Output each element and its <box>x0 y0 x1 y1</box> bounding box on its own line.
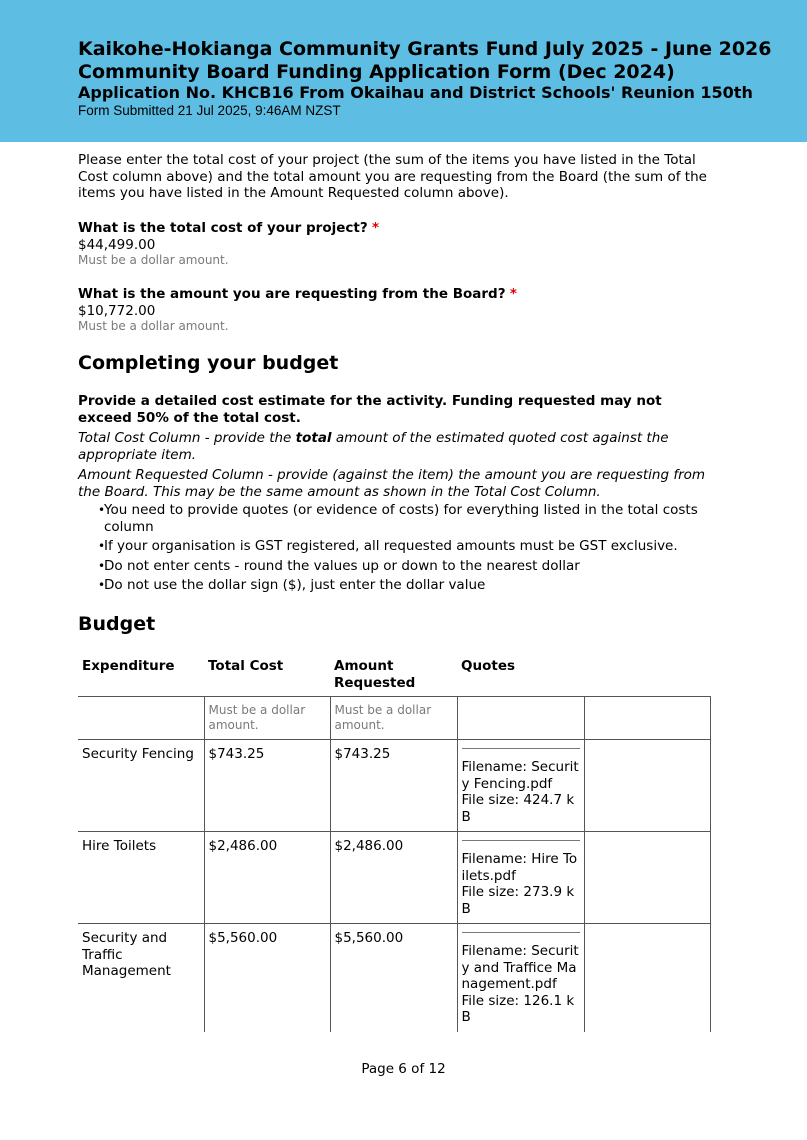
application-number: Application No. KHCB16 From Okaihau and District Schools' Reunion 150th <box>78 83 753 102</box>
list-item: • If your organisation is GST registered, all requested amounts must be GST exclusive. <box>78 538 708 555</box>
submission-timestamp: Form Submitted 21 Jul 2025, 9:46AM NZST <box>78 103 341 118</box>
hint-cell <box>457 697 584 740</box>
quote-file-cell <box>457 740 584 832</box>
budget-heading: Budget <box>78 613 156 635</box>
empty-cell <box>584 740 710 832</box>
field-value: $10,772.00 <box>78 302 156 319</box>
grant-fund-title: Kaikohe-Hokianga Community Grants Fund July 2025 - June 2026 <box>78 38 772 60</box>
amount-requested-cell: $5,560.00 <box>330 924 457 1032</box>
amount-requested-cell: $2,486.00 <box>330 832 457 924</box>
attached-file[interactable] <box>462 932 580 1026</box>
form-title: Community Board Funding Application Form (Dec 2024) <box>78 61 675 83</box>
budget-table <box>78 655 711 1032</box>
attached-file[interactable] <box>462 748 580 825</box>
instruction-text: Provide a detailed cost estimate for the activity. Funding requested may not exceed 50% of the total cost. <box>78 393 662 426</box>
file-size: File size: 424.7 kB <box>461 792 575 825</box>
budget-rules-list <box>78 502 708 594</box>
amount-requested-hint: Must be a dollar amount. <box>330 697 457 740</box>
completing-budget-heading: Completing your budget <box>78 352 339 374</box>
file-size: File size: 273.9 kB <box>461 884 575 917</box>
amount-requested-field <box>78 286 517 334</box>
total-cost-field <box>78 220 379 268</box>
intro-text: Please enter the total cost of your project (the sum of the items you have listed in the Total Cost column above) and the total amount you are requesting from the Board (the sum of the items you have listed in the Amount Requested column above). <box>78 152 707 201</box>
budget-instructions <box>78 393 708 594</box>
empty-cell <box>584 924 710 1032</box>
list-item: • Do not use the dollar sign ($), just enter the dollar value <box>78 577 708 594</box>
file-size: File size: 126.1 kB <box>461 992 575 1025</box>
list-item: • You need to provide quotes (or evidence of costs) for everything listed in the total costs column <box>78 502 708 535</box>
guidance-emphasis: total <box>295 430 332 446</box>
guidance-text: amount of the estimated quoted cost against the appropriate item. <box>78 430 669 463</box>
quote-file-cell <box>457 832 584 924</box>
field-hint: Must be a dollar amount. <box>78 319 229 333</box>
page-number: Page 6 of 12 <box>361 1061 446 1077</box>
required-mark: * <box>509 286 517 302</box>
file-name: Filename: Security Fencing.pdf <box>461 759 579 792</box>
total-cost-hint: Must be a dollar amount. <box>204 697 330 740</box>
list-item: • Do not enter cents - round the values up or down to the nearest dollar <box>78 558 708 575</box>
empty-cell <box>584 832 710 924</box>
expenditure-cell: Security Fencing <box>78 740 204 832</box>
hint-cell <box>78 697 204 740</box>
guidance-text: Total Cost Column - provide the <box>78 430 296 446</box>
total-cost-cell: $743.25 <box>204 740 330 832</box>
total-cost-guidance <box>78 430 708 463</box>
column-header-quotes: Quotes <box>461 658 516 674</box>
table-row <box>78 740 710 832</box>
hint-cell <box>584 697 710 740</box>
file-name: Filename: Security and Traffice Management.pdf <box>461 943 579 992</box>
column-header-expenditure: Expenditure <box>82 658 175 674</box>
field-question: What is the total cost of your project? <box>78 220 368 236</box>
table-row <box>78 924 710 1032</box>
file-name: Filename: Hire Toilets.pdf <box>461 851 578 884</box>
quote-file-cell <box>457 924 584 1032</box>
total-cost-cell: $5,560.00 <box>204 924 330 1032</box>
field-question: What is the amount you are requesting from the Board? <box>78 286 506 302</box>
amount-requested-guidance: Amount Requested Column - provide (against the item) the amount you are requesting from the Board. This may be the same amount as shown in the Total Cost Column. <box>78 467 706 500</box>
total-cost-cell: $2,486.00 <box>204 832 330 924</box>
table-row <box>78 832 710 924</box>
required-mark: * <box>372 220 380 236</box>
expenditure-cell: Security and Traffic Management <box>78 924 204 1032</box>
column-header-amount-requested: Amount Requested <box>334 658 416 691</box>
column-header-extra <box>584 655 710 697</box>
amount-requested-cell: $743.25 <box>330 740 457 832</box>
field-value: $44,499.00 <box>78 236 156 253</box>
field-hint: Must be a dollar amount. <box>78 253 229 267</box>
expenditure-cell: Hire Toilets <box>78 832 204 924</box>
attached-file[interactable] <box>462 840 580 917</box>
form-header <box>0 0 807 142</box>
table-hint-row <box>78 697 710 740</box>
table-header-row <box>78 655 710 697</box>
column-header-total-cost: Total Cost <box>208 658 284 674</box>
